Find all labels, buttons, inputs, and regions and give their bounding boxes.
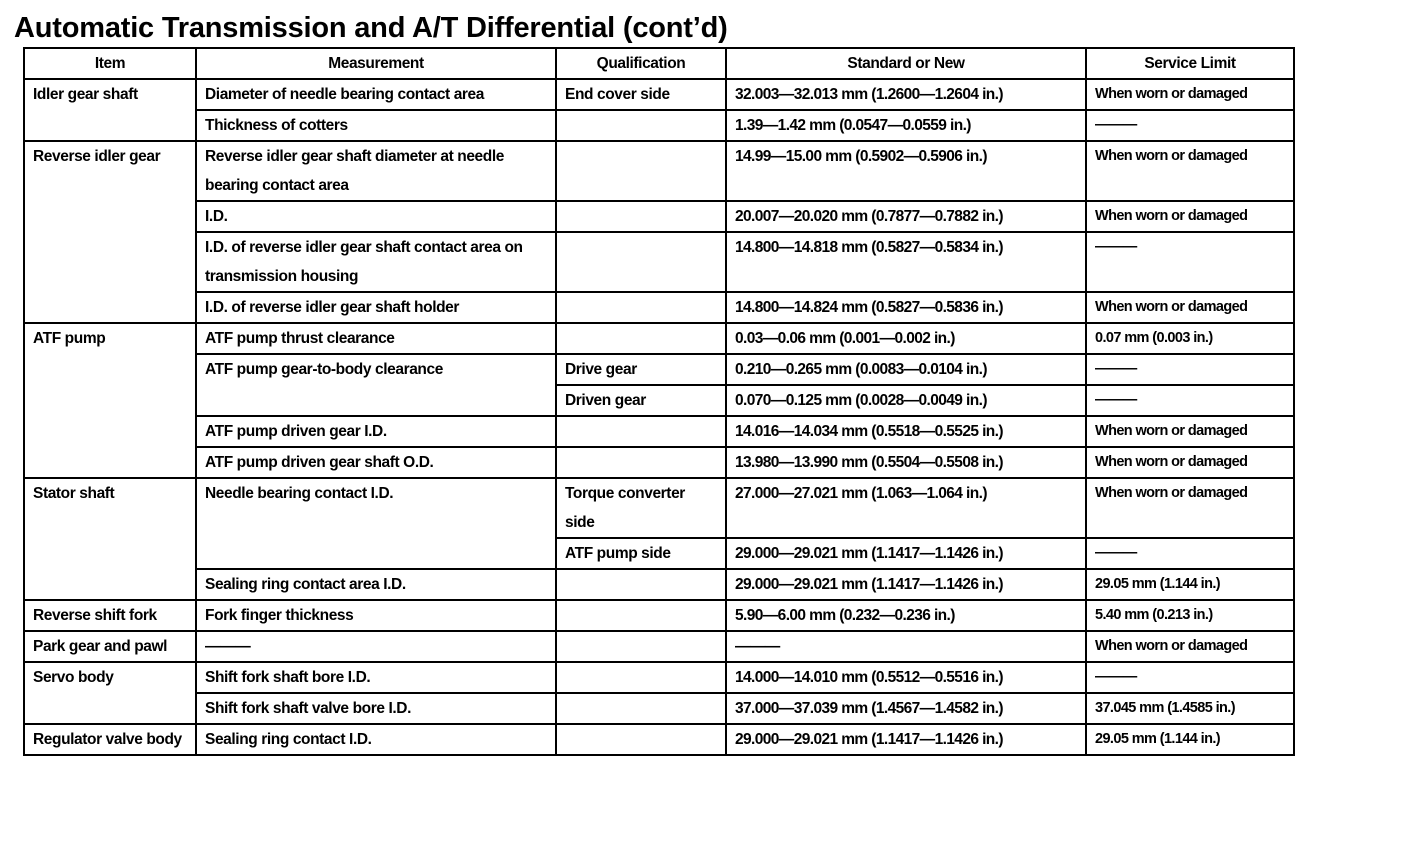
table-row [24,201,1294,232]
limit-cell: 29.05 mm (1.144 in.) [1086,569,1294,600]
qualification-cell [556,232,726,292]
measurement-cell: Shift fork shaft valve bore I.D. [196,693,556,724]
standard-cell: 0.210—0.265 mm (0.0083—0.0104 in.) [726,354,1086,385]
table-row [24,232,1294,292]
qualification-cell [556,631,726,662]
standard-cell: 27.000—27.021 mm (1.063—1.064 in.) [726,478,1086,538]
qualification-cell: Torque converter side [556,478,726,538]
limit-cell: When worn or damaged [1086,631,1294,662]
measurement-cell: Shift fork shaft bore I.D. [196,662,556,693]
limit-cell: ——— [1086,385,1294,416]
item-cell: ATF pump [24,323,196,478]
limit-cell: When worn or damaged [1086,416,1294,447]
header-item: Item [24,48,196,79]
measurement-cell: ATF pump gear-to-body clearance [196,354,556,416]
item-cell: Reverse idler gear [24,141,196,323]
item-cell: Idler gear shaft [24,79,196,141]
standard-cell: 14.800—14.824 mm (0.5827—0.5836 in.) [726,292,1086,323]
header-standard: Standard or New [726,48,1086,79]
standard-cell: 0.070—0.125 mm (0.0028—0.0049 in.) [726,385,1086,416]
item-cell: Reverse shift fork [24,600,196,631]
standard-cell: 20.007—20.020 mm (0.7877—0.7882 in.) [726,201,1086,232]
limit-cell: 37.045 mm (1.4585 in.) [1086,693,1294,724]
standard-cell: 0.03—0.06 mm (0.001—0.002 in.) [726,323,1086,354]
qualification-cell [556,110,726,141]
standard-cell: 14.800—14.818 mm (0.5827—0.5834 in.) [726,232,1086,292]
measurement-cell: ATF pump driven gear shaft O.D. [196,447,556,478]
qualification-cell [556,201,726,232]
measurement-cell: Sealing ring contact I.D. [196,724,556,755]
measurement-cell: ATF pump driven gear I.D. [196,416,556,447]
measurement-cell: ATF pump thrust clearance [196,323,556,354]
item-cell: Servo body [24,662,196,724]
table-row [24,478,1294,538]
table-row [24,141,1294,201]
limit-cell: 5.40 mm (0.213 in.) [1086,600,1294,631]
measurement-cell: ——— [196,631,556,662]
measurement-cell: I.D. of reverse idler gear shaft contact area on transmission housing [196,232,556,292]
standard-cell: 29.000—29.021 mm (1.1417—1.1426 in.) [726,724,1086,755]
standard-cell: 29.000—29.021 mm (1.1417—1.1426 in.) [726,538,1086,569]
qualification-cell: Driven gear [556,385,726,416]
standard-cell: 29.000—29.021 mm (1.1417—1.1426 in.) [726,569,1086,600]
standard-cell: 14.000—14.010 mm (0.5512—0.5516 in.) [726,662,1086,693]
limit-cell: When worn or damaged [1086,79,1294,110]
qualification-cell [556,141,726,201]
limit-cell: ——— [1086,538,1294,569]
qualification-cell [556,693,726,724]
item-cell: Stator shaft [24,478,196,600]
limit-cell: ——— [1086,110,1294,141]
qualification-cell [556,292,726,323]
qualification-cell: Drive gear [556,354,726,385]
measurement-cell: I.D. of reverse idler gear shaft holder [196,292,556,323]
limit-cell: When worn or damaged [1086,447,1294,478]
header-service-limit: Service Limit [1086,48,1294,79]
qualification-cell [556,447,726,478]
specification-table [23,47,1295,756]
measurement-cell: I.D. [196,201,556,232]
qualification-cell [556,600,726,631]
limit-cell: When worn or damaged [1086,201,1294,232]
table-header-row [24,48,1294,79]
limit-cell: When worn or damaged [1086,292,1294,323]
qualification-cell [556,569,726,600]
measurement-cell: Diameter of needle bearing contact area [196,79,556,110]
qualification-cell [556,323,726,354]
measurement-cell: Sealing ring contact area I.D. [196,569,556,600]
standard-cell: 13.980—13.990 mm (0.5504—0.5508 in.) [726,447,1086,478]
standard-cell: 5.90—6.00 mm (0.232—0.236 in.) [726,600,1086,631]
table-row [24,354,1294,385]
qualification-cell [556,662,726,693]
limit-cell: When worn or damaged [1086,141,1294,201]
standard-cell: ——— [726,631,1086,662]
header-measurement: Measurement [196,48,556,79]
table-row [24,110,1294,141]
table-row [24,693,1294,724]
standard-cell: 32.003—32.013 mm (1.2600—1.2604 in.) [726,79,1086,110]
measurement-cell: Reverse idler gear shaft diameter at needle bearing contact area [196,141,556,201]
qualification-cell [556,416,726,447]
measurement-cell: Thickness of cotters [196,110,556,141]
table-row [24,662,1294,693]
item-cell: Park gear and pawl [24,631,196,662]
qualification-cell [556,724,726,755]
qualification-cell: End cover side [556,79,726,110]
table-row [24,416,1294,447]
table-row [24,447,1294,478]
standard-cell: 37.000—37.039 mm (1.4567—1.4582 in.) [726,693,1086,724]
measurement-cell: Fork finger thickness [196,600,556,631]
table-row [24,631,1294,662]
qualification-cell: ATF pump side [556,538,726,569]
standard-cell: 14.016—14.034 mm (0.5518—0.5525 in.) [726,416,1086,447]
limit-cell: 0.07 mm (0.003 in.) [1086,323,1294,354]
standard-cell: 14.99—15.00 mm (0.5902—0.5906 in.) [726,141,1086,201]
table-row [24,323,1294,354]
table-row [24,79,1294,110]
standard-cell: 1.39—1.42 mm (0.0547—0.0559 in.) [726,110,1086,141]
table-row [24,292,1294,323]
item-cell: Regulator valve body [24,724,196,755]
limit-cell: ——— [1086,232,1294,292]
limit-cell: ——— [1086,354,1294,385]
limit-cell: When worn or damaged [1086,478,1294,538]
table-row [24,724,1294,755]
measurement-cell: Needle bearing contact I.D. [196,478,556,569]
limit-cell: 29.05 mm (1.144 in.) [1086,724,1294,755]
table-row [24,600,1294,631]
header-qualification: Qualification [556,48,726,79]
limit-cell: ——— [1086,662,1294,693]
table-row [24,569,1294,600]
page-title: Automatic Transmission and A/T Differential (cont’d) [14,12,728,44]
